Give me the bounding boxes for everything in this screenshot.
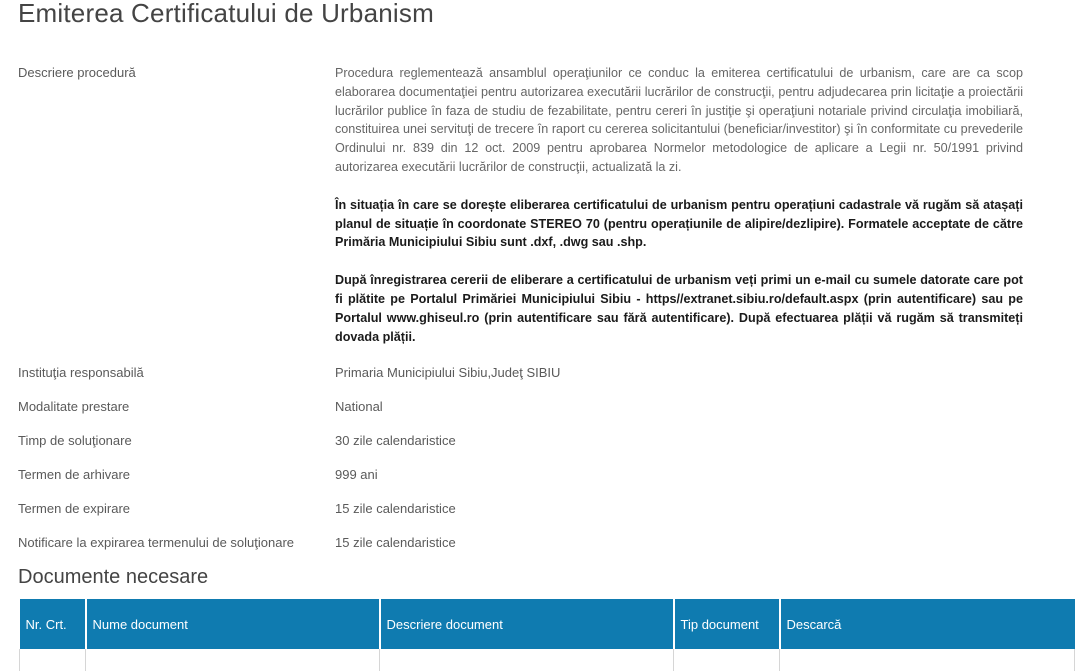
detail-value-expiry-notification: 15 zile calendaristice bbox=[335, 535, 456, 550]
description-text: Procedura reglementează ansamblul operaţiunilor ce conduc la emiterea certificatului de urbanism, care are ca scop elaborarea documentaţiei pentru autorizarea executării lucrărilor de construcţii, pentru adjudecarea prin licitaţie a proiectării lucrărilor publice în faza de studiu de fezabilitate, pentru cereri în justiţie şi operaţiuni notariale privind circulaţia imobiliară, constituirea unei servituţi de trecere în raport cu cererea solicitantului (beneficiar/investitor) şi în conformitate cu prevederile Ordinului nr. 839 din 12 oct. 2009 pentru aprobarea Normelor metodologice de aplicare a Legii nr. 50/1991 privind autorizarea executării lucrărilor de construcţii, actualizată la zi. bbox=[335, 66, 1023, 174]
table-cell bbox=[674, 649, 780, 671]
detail-value-resolution-time: 30 zile calendaristice bbox=[335, 433, 456, 448]
description-block bbox=[335, 64, 1023, 346]
table-row bbox=[20, 649, 1075, 671]
detail-label-expiry-term: Termen de expirare bbox=[18, 501, 130, 516]
detail-label-delivery-mode: Modalitate prestare bbox=[18, 399, 130, 414]
table-cell bbox=[20, 649, 86, 671]
detail-value-delivery-mode: National bbox=[335, 399, 383, 414]
table-cell bbox=[780, 649, 1075, 671]
description-label: Descriere procedură bbox=[18, 65, 136, 80]
column-header-document-type[interactable]: Tip document bbox=[674, 599, 780, 649]
column-header-download[interactable]: Descarcă bbox=[780, 599, 1075, 649]
table-cell bbox=[86, 649, 380, 671]
documents-table-header-row bbox=[20, 599, 1075, 649]
detail-label-archive-term: Termen de arhivare bbox=[18, 467, 130, 482]
notice-stereo70: În situația în care se dorește eliberarea certificatului de urbanism pentru operațiuni cadastrale vă rugăm să atașați planul de situație în coordonate STEREO 70 (pentru operațiunile de alipire/dezlipire). Formatele acceptate de către Primăria Municipiului Sibiu sunt .dxf, .dwg sau .shp. bbox=[335, 197, 1023, 250]
column-header-document-description[interactable]: Descriere document bbox=[380, 599, 674, 649]
documents-section-title: Documente necesare bbox=[18, 566, 209, 588]
notice-payment: După înregistrarea cererii de eliberare a certificatului de urbanism veți primi un e-mail cu sumele datorate care pot fi plătite pe Portalul Primăriei Municipiului Sibiu - https//extranet.sibiu.ro/default.aspx (prin autentificare) sau pe Portalul www.ghiseul.ro (prin autentificare sau fără autentificare). După efectuarea plății vă rugăm să transmiteți dovada plății. bbox=[335, 273, 1023, 344]
column-header-nr[interactable]: Nr. Crt. bbox=[20, 599, 86, 649]
documents-table bbox=[19, 599, 1075, 671]
detail-value-expiry-term: 15 zile calendaristice bbox=[335, 501, 456, 516]
detail-value-institution: Primaria Municipiului Sibiu,Judeţ SIBIU bbox=[335, 365, 561, 380]
page-title: Emiterea Certificatului de Urbanism bbox=[18, 0, 434, 28]
detail-label-resolution-time: Timp de soluţionare bbox=[18, 433, 132, 448]
column-header-document-name[interactable]: Nume document bbox=[86, 599, 380, 649]
detail-value-archive-term: 999 ani bbox=[335, 467, 378, 482]
detail-label-institution: Instituţia responsabilă bbox=[18, 365, 144, 380]
table-cell bbox=[380, 649, 674, 671]
detail-label-expiry-notification: Notificare la expirarea termenului de soluţionare bbox=[18, 535, 295, 550]
